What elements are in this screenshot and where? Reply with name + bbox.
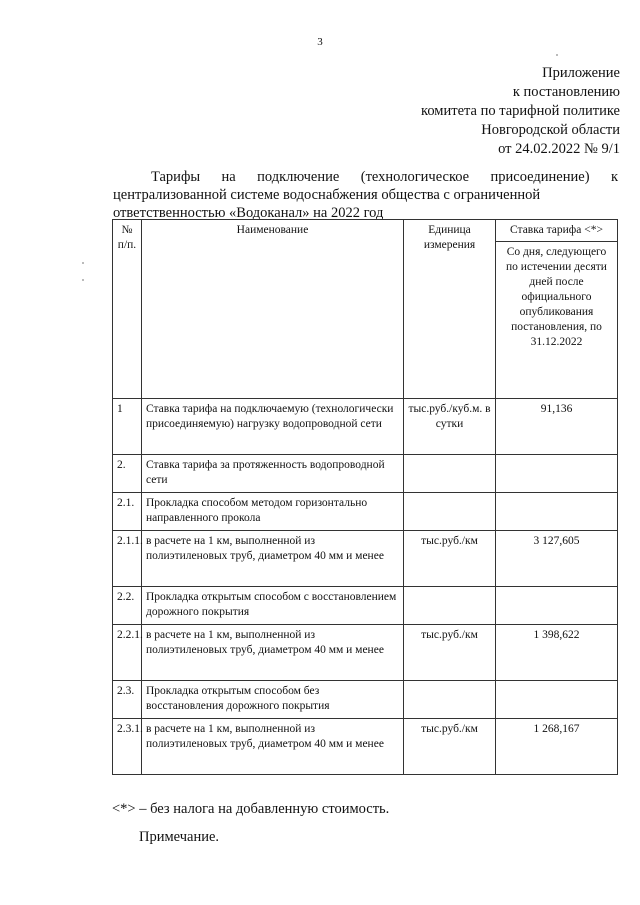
- row-unit-cell: тыс.руб./км: [404, 719, 496, 775]
- table-header-row: [113, 220, 618, 242]
- header-rate: Ставка тарифа <*>: [496, 220, 618, 242]
- page-number: 3: [317, 36, 323, 48]
- row-unit-cell: тыс.руб./куб.м. в сутки: [404, 399, 496, 455]
- table-row: [113, 399, 618, 455]
- appendix-line: Приложение: [542, 65, 620, 81]
- row-rate-cell: [496, 681, 618, 719]
- row-name-cell: Прокладка открытым способом без восстановления дорожного покрытия: [142, 681, 404, 719]
- row-name-cell: Ставка тарифа на подключаемую (технологически присоединяемую) нагрузку водопроводной сети: [142, 399, 404, 455]
- header-name: Наименование: [142, 220, 404, 399]
- row-unit-cell: [404, 587, 496, 625]
- row-rate-cell: 3 127,605: [496, 531, 618, 587]
- table-row: [113, 719, 618, 775]
- table-row: [113, 531, 618, 587]
- table-row: [113, 681, 618, 719]
- row-unit-cell: тыс.руб./км: [404, 531, 496, 587]
- row-num-cell: 2.2.1.: [113, 625, 142, 681]
- header-num: № п/п.: [113, 220, 142, 399]
- table-body: [113, 399, 618, 775]
- row-name-cell: в расчете на 1 км, выполненной из полиэтиленовых труб, диаметром 40 мм и менее: [142, 719, 404, 775]
- row-name-cell: Ставка тарифа за протяженность водопроводной сети: [142, 455, 404, 493]
- header-period: Со дня, следующего по истечении десяти дней после официального опубликования постановления, по 31.12.2022: [496, 242, 618, 399]
- title-line: ответственностью «Водоканал» на 2022 год: [113, 205, 384, 221]
- tariff-table: [112, 219, 618, 775]
- row-name-cell: Прокладка открытым способом с восстановлением дорожного покрытия: [142, 587, 404, 625]
- table-row: [113, 455, 618, 493]
- appendix-line: Новгородской области: [481, 122, 620, 138]
- scan-speck: [556, 54, 558, 56]
- document-title: [113, 168, 618, 222]
- appendix-block: [421, 64, 620, 159]
- table-row: [113, 493, 618, 531]
- row-unit-cell: [404, 681, 496, 719]
- row-name-cell: Прокладка способом методом горизонтально направленного прокола: [142, 493, 404, 531]
- row-num-cell: 2.3.1.: [113, 719, 142, 775]
- table-row: [113, 625, 618, 681]
- title-line: Тарифы на подключение (технологическое присоединение) к централизованной системе водоснабжения общества с ограниченной: [113, 169, 618, 203]
- row-num-cell: 1: [113, 399, 142, 455]
- row-num-cell: 2.3.: [113, 681, 142, 719]
- footnote: <*> – без налога на добавленную стоимость.: [112, 801, 390, 817]
- row-rate-cell: 1 268,167: [496, 719, 618, 775]
- appendix-line: от 24.02.2022 № 9/1: [498, 141, 620, 157]
- row-unit-cell: [404, 455, 496, 493]
- row-rate-cell: 91,136: [496, 399, 618, 455]
- row-num-cell: 2.1.: [113, 493, 142, 531]
- row-name-cell: в расчете на 1 км, выполненной из полиэтиленовых труб, диаметром 40 мм и менее: [142, 531, 404, 587]
- row-rate-cell: 1 398,622: [496, 625, 618, 681]
- header-unit: Единица измерения: [404, 220, 496, 399]
- table-row: [113, 587, 618, 625]
- row-rate-cell: [496, 587, 618, 625]
- scan-speck: [82, 262, 84, 264]
- row-num-cell: 2.: [113, 455, 142, 493]
- row-num-cell: 2.1.1.: [113, 531, 142, 587]
- note: Примечание.: [139, 829, 220, 845]
- appendix-line: к постановлению: [512, 84, 620, 100]
- row-rate-cell: [496, 493, 618, 531]
- row-unit-cell: [404, 493, 496, 531]
- row-name-cell: в расчете на 1 км, выполненной из полиэтиленовых труб, диаметром 40 мм и менее: [142, 625, 404, 681]
- scan-speck: [82, 279, 84, 281]
- appendix-line: комитета по тарифной политике: [421, 103, 620, 119]
- row-num-cell: 2.2.: [113, 587, 142, 625]
- row-rate-cell: [496, 455, 618, 493]
- row-unit-cell: тыс.руб./км: [404, 625, 496, 681]
